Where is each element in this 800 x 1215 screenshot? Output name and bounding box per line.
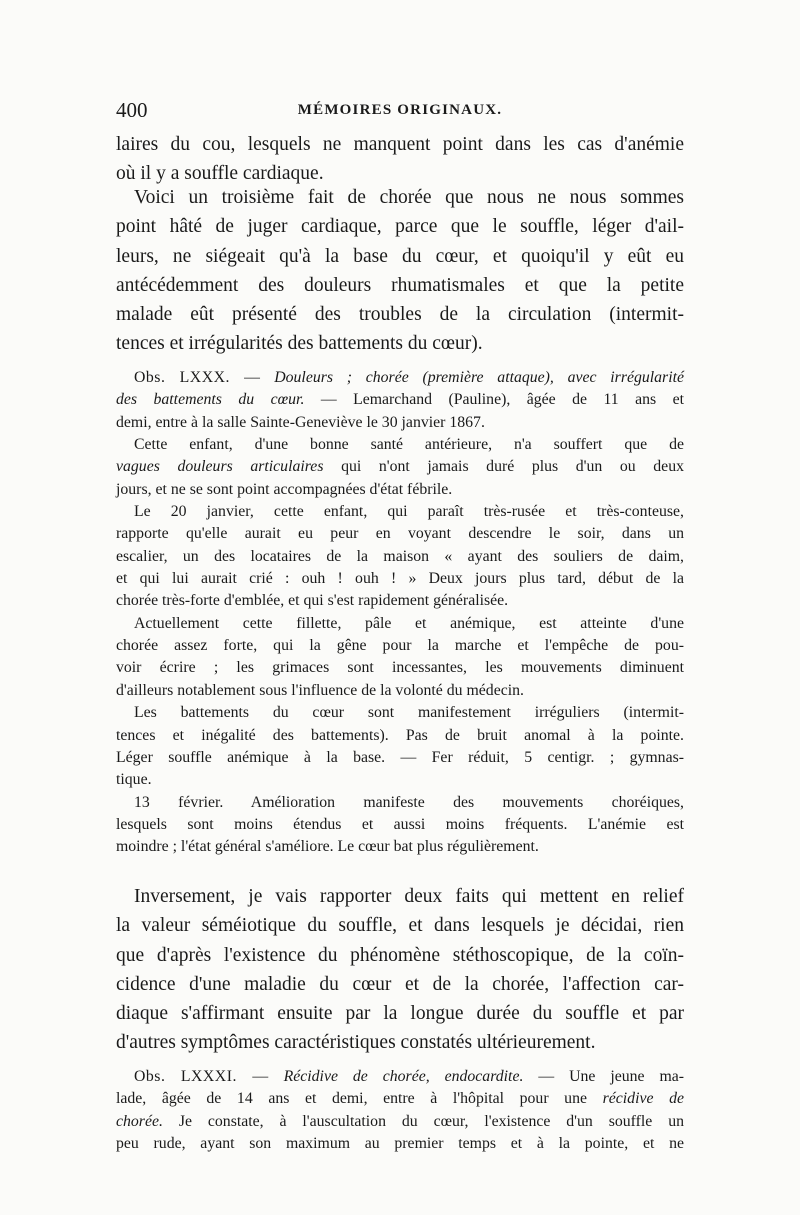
observation-heading-line	[116, 1066, 684, 1088]
text-line: Les battements du cœur sont manifestement irréguliers (intermit-	[134, 704, 684, 722]
italic-phrase: vagues douleurs articulaires	[116, 458, 324, 476]
observation-label: Obs. LXXXI. —	[134, 1068, 269, 1085]
text-line: chorée très-forte d'emblée, et qui s'est rapidement généralisée.	[116, 592, 509, 610]
page-header	[116, 98, 684, 124]
text-line	[116, 1088, 684, 1110]
text-line: la valeur séméiotique du souffle, et dans lesquels je décidai, rien	[116, 915, 684, 937]
observation-heading-line	[116, 367, 684, 389]
text-line	[116, 456, 684, 478]
text-line: jours, et ne se sont point accompagnées d'état fébrile.	[116, 480, 453, 498]
paragraph-inversement	[116, 882, 684, 1058]
observation-title-cont: des battements du cœur.	[116, 391, 305, 409]
text-line: 13 février. Amélioration manifeste des mouvements choréiques,	[134, 793, 684, 811]
observation-label: Obs. LXXX. —	[134, 369, 261, 386]
text-line: tences et irrégularités des battements du cœur).	[116, 333, 483, 355]
text-line: leurs, ne siégeait qu'à la base du cœur, et quoiqu'il y eût eu	[116, 245, 684, 267]
text-segment: Je constate, à l'auscultation du cœur, l'existence d'un souffle un	[178, 1112, 684, 1130]
text-line: chorée assez forte, qui la gêne pour la marche et l'empêche de pou-	[116, 637, 684, 655]
observation-80	[116, 367, 684, 859]
text-line	[116, 1111, 684, 1133]
text-line: antécédemment des douleurs rhumatismales et que la petite	[116, 274, 684, 296]
paragraph-third-case	[116, 183, 684, 359]
page-number: 400	[116, 98, 148, 122]
text-line: cidence d'une maladie du cœur et de la chorée, l'affection car-	[116, 973, 684, 995]
paragraph-continued	[116, 130, 684, 189]
text-segment: lade, âgée de 14 ans et demi, entre à l'hôpital pour une	[116, 1090, 587, 1108]
text-line: Le 20 janvier, cette enfant, qui paraît très-rusée et très-conteuse,	[134, 503, 684, 521]
text-segment: — Lemarchand (Pauline), âgée de 11 ans et	[320, 391, 684, 409]
text-line: lesquels sont moins étendus et aussi moins fréquents. L'anémie est	[116, 815, 684, 833]
italic-phrase: chorée.	[116, 1112, 163, 1130]
text-line	[116, 389, 684, 411]
text-line: laires du cou, lesquels ne manquent point dans les cas d'anémie	[116, 134, 684, 155]
text-line: moindre ; l'état général s'améliore. Le cœur bat plus régulièrement.	[116, 838, 539, 856]
text-segment: — Une jeune ma-	[538, 1068, 685, 1085]
text-line: voir écrire ; les grimaces sont incessantes, les mouvements diminuent	[116, 659, 684, 677]
observation-title: Récidive de chorée, endocardite.	[283, 1068, 524, 1085]
text-line: Léger souffle anémique à la base. — Fer réduit, 5 centigr. ; gymnas-	[116, 748, 684, 766]
text-line: d'ailleurs notablement sous l'influence de la volonté du médecin.	[116, 681, 524, 699]
text-line: peu rude, ayant son maximum au premier temps et à la pointe, et ne	[116, 1135, 684, 1153]
observation-81	[116, 1066, 684, 1155]
text-line: Voici un troisième fait de chorée que nous ne nous sommes	[134, 187, 684, 208]
italic-phrase: récidive de	[602, 1090, 684, 1108]
text-line: rapporte qu'elle aurait eu peur en voyant descendre le soir, dans un	[116, 525, 684, 543]
text-line: que d'après l'existence du phénomène stéthoscopique, de la coïn-	[116, 944, 684, 966]
observation-title: Douleurs ; chorée (première attaque), avec irrégularité	[274, 369, 684, 386]
text-line: d'autres symptômes caractéristiques constatés ultérieurement.	[116, 1032, 596, 1054]
text-line: Inversement, je vais rapporter deux faits qui mettent en relief	[134, 886, 684, 907]
text-line: diaque s'affirmant ensuite par la longue durée du souffle et par	[116, 1003, 684, 1025]
text-line: malade eût présenté des troubles de la circulation (intermit-	[116, 304, 684, 326]
text-line: où il y a souffle cardiaque.	[116, 163, 324, 185]
text-line: demi, entre à la salle Sainte-Geneviève le 30 janvier 1867.	[116, 413, 485, 431]
text-line: Cette enfant, d'une bonne santé antérieure, n'a souffert que de	[134, 436, 684, 454]
text-segment: qui n'ont jamais duré plus d'un ou deux	[341, 458, 684, 476]
text-line: point hâté de juger cardiaque, parce que le souffle, léger d'ail-	[116, 216, 684, 238]
text-line: escalier, un des locataires de la maison « ayant des souliers de daim,	[116, 547, 684, 565]
text-line: Actuellement cette fillette, pâle et anémique, est atteinte d'une	[134, 614, 684, 632]
text-line: tences et inégalité des battements). Pas de bruit anomal à la pointe.	[116, 726, 684, 744]
text-line: tique.	[116, 771, 152, 789]
text-line: et qui lui aurait crié : ouh ! ouh ! » Deux jours plus tard, début de la	[116, 570, 684, 588]
running-head: MÉMOIRES ORIGINAUX.	[297, 102, 503, 118]
